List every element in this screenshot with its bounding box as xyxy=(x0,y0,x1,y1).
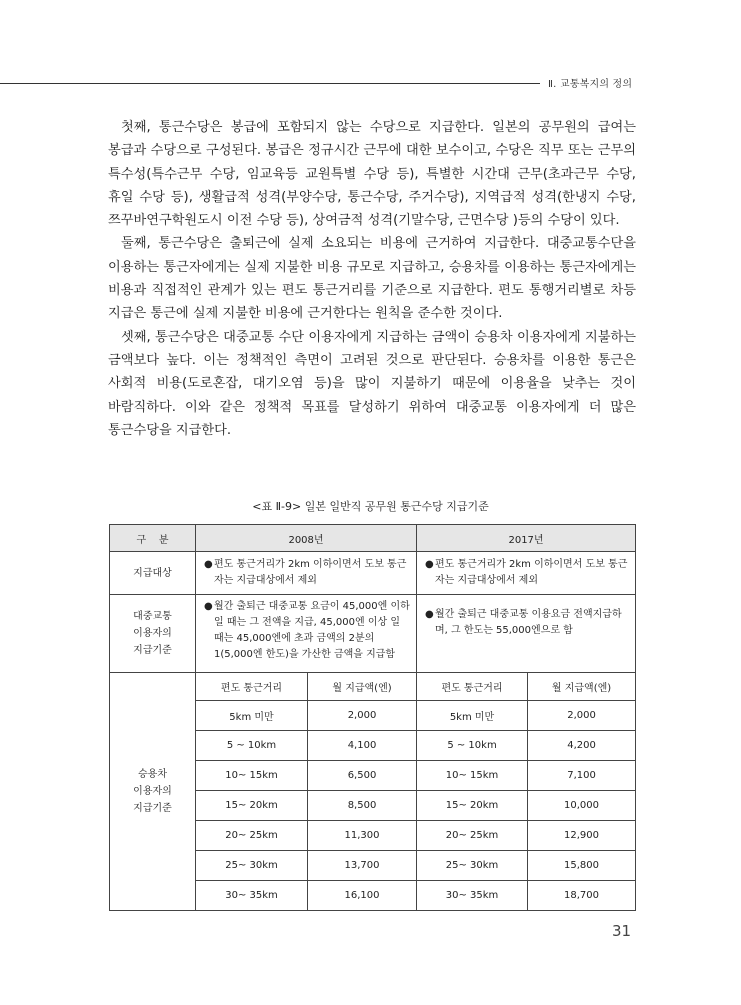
table-row: 20~ 25km 11,300 20~ 25km 12,900 xyxy=(110,821,636,851)
header-category: 구 분 xyxy=(110,525,196,552)
header-rule xyxy=(0,83,540,84)
transit-row xyxy=(110,595,636,673)
paragraph-1: 첫째, 통근수당은 봉급에 포함되지 않는 수당으로 지급한다. 일본의 공무원의 급여는 봉급과 수당으로 구성된다. 봉급은 정규시간 근무에 대한 보수이고, 수당은 직무 또는 근무의 특수성(특수근무 수당, 임교육등 교원특별 수당 등), 특별한 시간대 근무(초과근무 수당, 휴일 수당 등), 생활급적 성격(부양수당, 통근수당, 주거수당), 지역급적 성격(한냉지 수당, 쯔꾸바연구학원도시 이전 수당 등), 상여금적 성격(기말수당, 근면수당 )등의 수당이 있다. xyxy=(108,120,636,229)
eligibility-2017: ● 편도 통근거리가 2km 이하이면서 도보 통근자는 지급대상에서 제외 xyxy=(417,552,636,595)
table-row: 15~ 20km 8,500 15~ 20km 10,000 xyxy=(110,791,636,821)
subheader-distance-2008: 편도 통근거리 xyxy=(196,673,308,701)
commute-allowance-table xyxy=(109,524,636,911)
transit-label: 대중교통 이용자의 지급기준 xyxy=(110,595,196,673)
eligibility-row xyxy=(110,552,636,595)
table-row: 10~ 15km 6,500 10~ 15km 7,100 xyxy=(110,761,636,791)
table-header-row xyxy=(110,525,636,552)
eligibility-2008: ● 편도 통근거리가 2km 이하이면서 도보 통근자는 지급대상에서 제외 xyxy=(196,552,417,595)
table-row: 5 ~ 10km 4,100 5 ~ 10km 4,200 xyxy=(110,731,636,761)
subheader-distance-2017: 편도 통근거리 xyxy=(417,673,528,701)
page-number: 31 xyxy=(612,922,632,940)
table-row: 30~ 35km 16,100 30~ 35km 18,700 xyxy=(110,881,636,911)
table-row: 5km 미만 2,000 5km 미만 2,000 xyxy=(110,701,636,731)
header-2017: 2017년 xyxy=(417,525,636,552)
body-text xyxy=(108,116,636,442)
eligibility-label: 지급대상 xyxy=(110,552,196,595)
transit-2008: ● 월간 출퇴근 대중교통 요금이 45,000엔 이하 일 때는 그 전액을 지급, 45,000엔 이상 일 때는 45,000엔에 초과 금액의 2분의 1(5,000엔 한도)을 가산한 금액을 지급함 xyxy=(196,595,417,673)
subheader-amount-2008: 월 지급액(엔) xyxy=(308,673,417,701)
table-caption: <표 Ⅱ-9> 일본 일반직 공무원 통근수당 지급기준 xyxy=(252,500,489,513)
running-header: Ⅱ. 교통복지의 정의 xyxy=(548,79,633,90)
paragraph-3: 셋째, 통근수당은 대중교통 수단 이용자에게 지급하는 금액이 승용차 이용자에게 지불하는 금액보다 높다. 이는 정책적인 측면이 고려된 것으로 판단된다. 승용차를 이용한 통근은 사회적 비용(도로혼잡, 대기오염 등)을 많이 지불하기 때문에 이용율을 낮추는 것이 바람직하다. 이와 같은 정책적 목표를 달성하기 위하여 대중교통 이용자에게 더 많은 통근수당을 지급한다. xyxy=(108,329,636,438)
car-subheader-row xyxy=(110,673,636,701)
subheader-amount-2017: 월 지급액(엔) xyxy=(528,673,636,701)
header-2008: 2008년 xyxy=(196,525,417,552)
car-label: 승용차 이용자의 지급기준 xyxy=(110,673,196,911)
paragraph-2: 둘째, 통근수당은 출퇴근에 실제 소요되는 비용에 근거하여 지급한다. 대중교통수단을 이용하는 통근자에게는 실제 지불한 비용 규모로 지급하고, 승용차를 이용하는 통근자에게는 비용과 직접적인 관계가 있는 편도 통근거리를 기준으로 지급한다. 편도 통행거리별로 차등 지급은 통근에 실제 지불한 비용에 근거한다는 원칙을 준수한 것이다. xyxy=(108,236,636,322)
transit-2017: ● 월간 출퇴근 대중교통 이용요금 전액지급하며, 그 한도는 55,000엔으로 함 xyxy=(417,595,636,673)
table-row: 25~ 30km 13,700 25~ 30km 15,800 xyxy=(110,851,636,881)
